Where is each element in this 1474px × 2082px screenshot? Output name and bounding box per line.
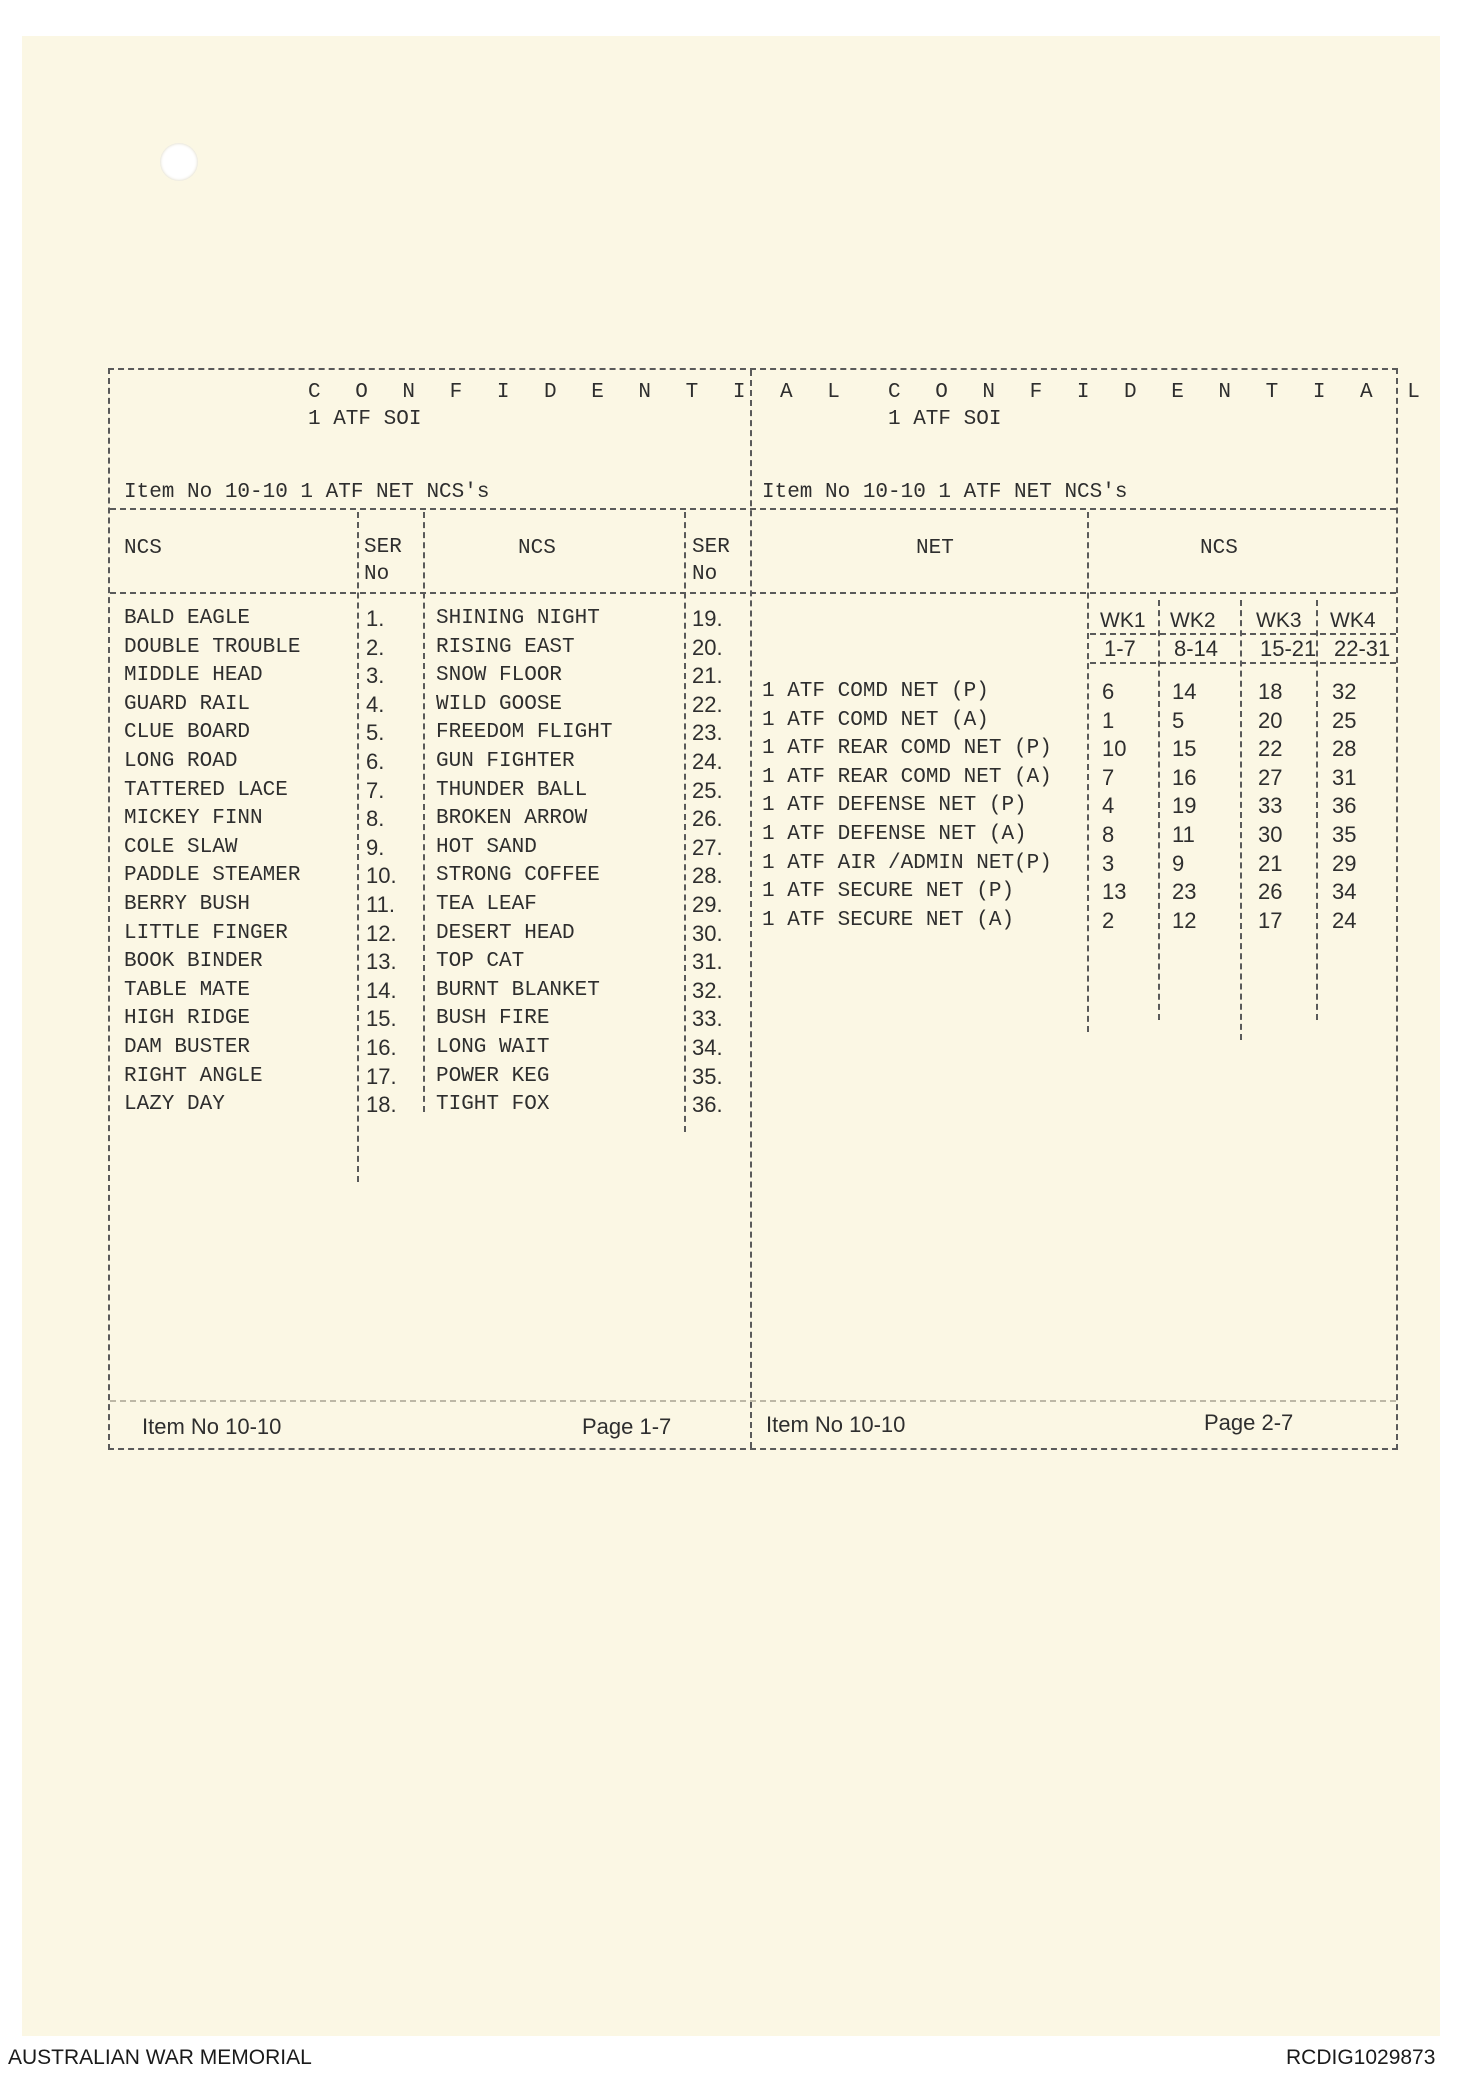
right-header-net: NET [916, 537, 954, 560]
ncs-name: TOP CAT [436, 950, 525, 974]
ncs-serial: 19 [1172, 793, 1197, 819]
net-name: 1 ATF COMD NET (A) [762, 708, 989, 732]
ncs-serial: 30 [1258, 821, 1283, 847]
net-name: 1 ATF SECURE NET (P) [762, 880, 1015, 904]
net-name: 1 ATF DEFENSE NET (P) [762, 794, 1027, 818]
ser-number: 12. [366, 920, 397, 946]
left-header-ncs-2: NCS [518, 537, 556, 560]
ncs-serial: 31 [1332, 764, 1357, 790]
week-column-wk4 [1332, 678, 1356, 935]
ncs-serial: 36 [1332, 793, 1357, 819]
footer-rule [110, 1400, 1396, 1402]
ncs-serial: 34 [1332, 879, 1357, 905]
right-net-divider [1087, 512, 1089, 1032]
ncs-name: BURNT BLANKET [436, 978, 600, 1002]
ncs-name: PADDLE STEAMER [124, 864, 301, 888]
ncs-serial: 4 [1102, 793, 1115, 819]
ser-number: 31. [692, 949, 723, 975]
ncs-name: LAZY DAY [124, 1093, 225, 1117]
left-header-ser: SER No [364, 536, 402, 586]
ncs-serial: 14 [1172, 679, 1197, 704]
week-column-wk1 [1102, 678, 1126, 935]
ser-number: 17. [366, 1063, 397, 1089]
ncs-serial: 15 [1172, 736, 1197, 762]
ncs-serial: 12 [1172, 907, 1197, 933]
ncs-name: LITTLE FINGER [124, 921, 288, 945]
ncs-name: HIGH RIDGE [124, 1007, 251, 1031]
ncs-serial: 35 [1332, 821, 1357, 847]
net-name: 1 ATF COMD NET (P) [762, 680, 989, 703]
ncs-serial: 28 [1332, 736, 1357, 762]
ncs-name: TIGHT FOX [436, 1093, 550, 1117]
ncs-name: BALD EAGLE [124, 607, 251, 630]
ser-number: 20. [692, 634, 723, 660]
net-name: 1 ATF DEFENSE NET (A) [762, 822, 1027, 846]
ncs-name: DESERT HEAD [436, 921, 575, 945]
ncs-serial: 22 [1258, 736, 1283, 762]
right-footer-page: Page 2-7 [1204, 1410, 1294, 1435]
ncs-serial: 2 [1102, 907, 1115, 933]
ncs-serial: 21 [1258, 850, 1283, 876]
ser-number: 28. [692, 863, 723, 889]
ncs-name: CLUE BOARD [124, 721, 251, 745]
ser-number: 25. [692, 777, 723, 803]
ncs-name: BERRY BUSH [124, 892, 251, 916]
ser-number: 14. [366, 977, 397, 1003]
ser-number: 33. [692, 1006, 723, 1032]
ncs-serial: 1 [1102, 707, 1115, 733]
ser-number: 18. [366, 1092, 397, 1118]
ncs-serial: 9 [1172, 850, 1185, 876]
ncs-name: SHINING NIGHT [436, 607, 600, 630]
ser-number: 24. [692, 748, 723, 774]
ser-number: 26. [692, 806, 723, 832]
ncs-name: LONG WAIT [436, 1035, 550, 1059]
ncs-serial: 3 [1102, 850, 1115, 876]
ncs-name: GUN FIGHTER [436, 749, 575, 773]
net-list [762, 678, 1052, 935]
net-name: 1 ATF SECURE NET (A) [762, 908, 1015, 932]
title-rule [110, 508, 1396, 510]
right-item-title: Item No 10-10 1 ATF NET NCS's [762, 481, 1128, 504]
ncs-name: FREEDOM FLIGHT [436, 721, 613, 745]
left-footer-page: Page 1-7 [582, 1414, 672, 1439]
ncs-serial: 24 [1332, 907, 1357, 933]
ncs-serial: 13 [1102, 879, 1127, 905]
right-classification: C O N F I D E N T I A L [888, 381, 1431, 404]
document-form [108, 368, 1398, 1450]
left-ncs2-divider [423, 512, 425, 1112]
ser-list-a [366, 605, 397, 1120]
week-column-wk3 [1258, 678, 1282, 935]
ncs-serial: 8 [1102, 821, 1115, 847]
ncs-name: STRONG COFFEE [436, 864, 600, 888]
week-range: 22-31 [1334, 636, 1391, 661]
left-ser-divider [357, 512, 359, 1182]
ser-number: 22. [692, 691, 723, 717]
ser-number: 34. [692, 1034, 723, 1060]
ncs-name: TEA LEAF [436, 892, 537, 916]
ncs-name: TABLE MATE [124, 978, 251, 1002]
ser-number: 16. [366, 1034, 397, 1060]
ser-number: 6. [366, 748, 385, 774]
header-rule [110, 592, 1396, 594]
ser-number: 35. [692, 1063, 723, 1089]
week-range: 1-7 [1104, 636, 1136, 661]
ncs-serial: 20 [1258, 707, 1283, 733]
ncs-list-a [124, 605, 300, 1120]
ncs-name: LONG ROAD [124, 749, 238, 773]
ncs-name: POWER KEG [436, 1064, 550, 1088]
ncs-list-b [436, 605, 612, 1120]
net-name: 1 ATF REAR COMD NET (P) [762, 737, 1052, 761]
ncs-name: MIDDLE HEAD [124, 664, 263, 688]
ncs-name: BOOK BINDER [124, 950, 263, 974]
ser-number: 1. [366, 606, 385, 631]
ser-number: 3. [366, 663, 385, 689]
ncs-serial: 27 [1258, 764, 1283, 790]
ncs-serial: 5 [1172, 707, 1185, 733]
center-divider [750, 370, 752, 1448]
wk-divider-3 [1240, 600, 1242, 1040]
ncs-name: DOUBLE TROUBLE [124, 635, 301, 659]
right-unit: 1 ATF SOI [888, 408, 1002, 431]
ncs-name: HOT SAND [436, 835, 537, 859]
ser-number: 10. [366, 863, 397, 889]
right-footer-item: Item No 10-10 [766, 1412, 906, 1437]
ncs-name: SNOW FLOOR [436, 664, 563, 688]
left-ser2-divider [684, 512, 686, 1132]
ser-number: 36. [692, 1092, 723, 1118]
week-range: 15-21 [1260, 636, 1317, 661]
week-range: 8-14 [1174, 636, 1219, 661]
ncs-name: THUNDER BALL [436, 778, 588, 802]
week-header: WK2 [1170, 609, 1216, 632]
ncs-serial: 32 [1332, 679, 1357, 704]
ser-number: 15. [366, 1006, 397, 1032]
right-header-ncs: NCS [1200, 537, 1238, 560]
ncs-serial: 17 [1258, 907, 1283, 933]
week-header: WK3 [1256, 609, 1302, 632]
ncs-serial: 18 [1258, 679, 1283, 704]
ser-number: 23. [692, 720, 723, 746]
left-item-title: Item No 10-10 1 ATF NET NCS's [124, 481, 490, 504]
ser-number: 5. [366, 720, 385, 746]
ncs-name: BROKEN ARROW [436, 807, 588, 831]
ncs-name: TATTERED LACE [124, 778, 288, 802]
ser-number: 32. [692, 977, 723, 1003]
ncs-name: RISING EAST [436, 635, 575, 659]
ncs-name: GUARD RAIL [124, 692, 251, 716]
ncs-name: MICKEY FINN [124, 807, 263, 831]
left-classification: C O N F I D E N T I A L [308, 381, 851, 404]
ncs-name: RIGHT ANGLE [124, 1064, 263, 1088]
left-unit: 1 ATF SOI [308, 408, 422, 431]
ncs-name: DAM BUSTER [124, 1035, 251, 1059]
ser-number: 4. [366, 691, 385, 717]
ser-number: 13. [366, 949, 397, 975]
ncs-name: WILD GOOSE [436, 692, 563, 716]
ser-number: 27. [692, 834, 723, 860]
ser-number: 8. [366, 806, 385, 832]
ncs-serial: 6 [1102, 679, 1115, 704]
ser-list-b [692, 605, 723, 1120]
net-name: 1 ATF AIR /ADMIN NET(P) [762, 851, 1052, 875]
archive-id: RCDIG1029873 [1286, 2046, 1436, 2069]
ser-number: 7. [366, 777, 385, 803]
net-name: 1 ATF REAR COMD NET (A) [762, 765, 1052, 789]
week-column-wk2 [1172, 678, 1196, 935]
ser-number: 30. [692, 920, 723, 946]
ncs-serial: 29 [1332, 850, 1357, 876]
ncs-serial: 25 [1332, 707, 1357, 733]
ser-number: 29. [692, 891, 723, 917]
left-header-ncs: NCS [124, 537, 162, 560]
ser-number: 2. [366, 634, 385, 660]
left-footer-item: Item No 10-10 [142, 1414, 282, 1439]
punch-hole [160, 143, 198, 181]
ser-number: 11. [366, 891, 395, 917]
ncs-serial: 33 [1258, 793, 1283, 819]
ser-number: 21. [692, 663, 723, 689]
ser-number: 19. [692, 606, 723, 631]
week-header: WK4 [1330, 609, 1376, 632]
ncs-serial: 10 [1102, 736, 1127, 762]
ncs-serial: 16 [1172, 764, 1197, 790]
ncs-serial: 7 [1102, 764, 1115, 790]
ser-number: 9. [366, 834, 385, 860]
ncs-name: BUSH FIRE [436, 1007, 550, 1031]
left-header-ser-2: SER No [692, 536, 730, 586]
ncs-serial: 26 [1258, 879, 1283, 905]
archive-label: AUSTRALIAN WAR MEMORIAL [8, 2046, 312, 2069]
ncs-name: COLE SLAW [124, 835, 238, 859]
ncs-serial: 11 [1172, 821, 1195, 847]
week-header: WK1 [1100, 609, 1146, 632]
ncs-serial: 23 [1172, 879, 1197, 905]
